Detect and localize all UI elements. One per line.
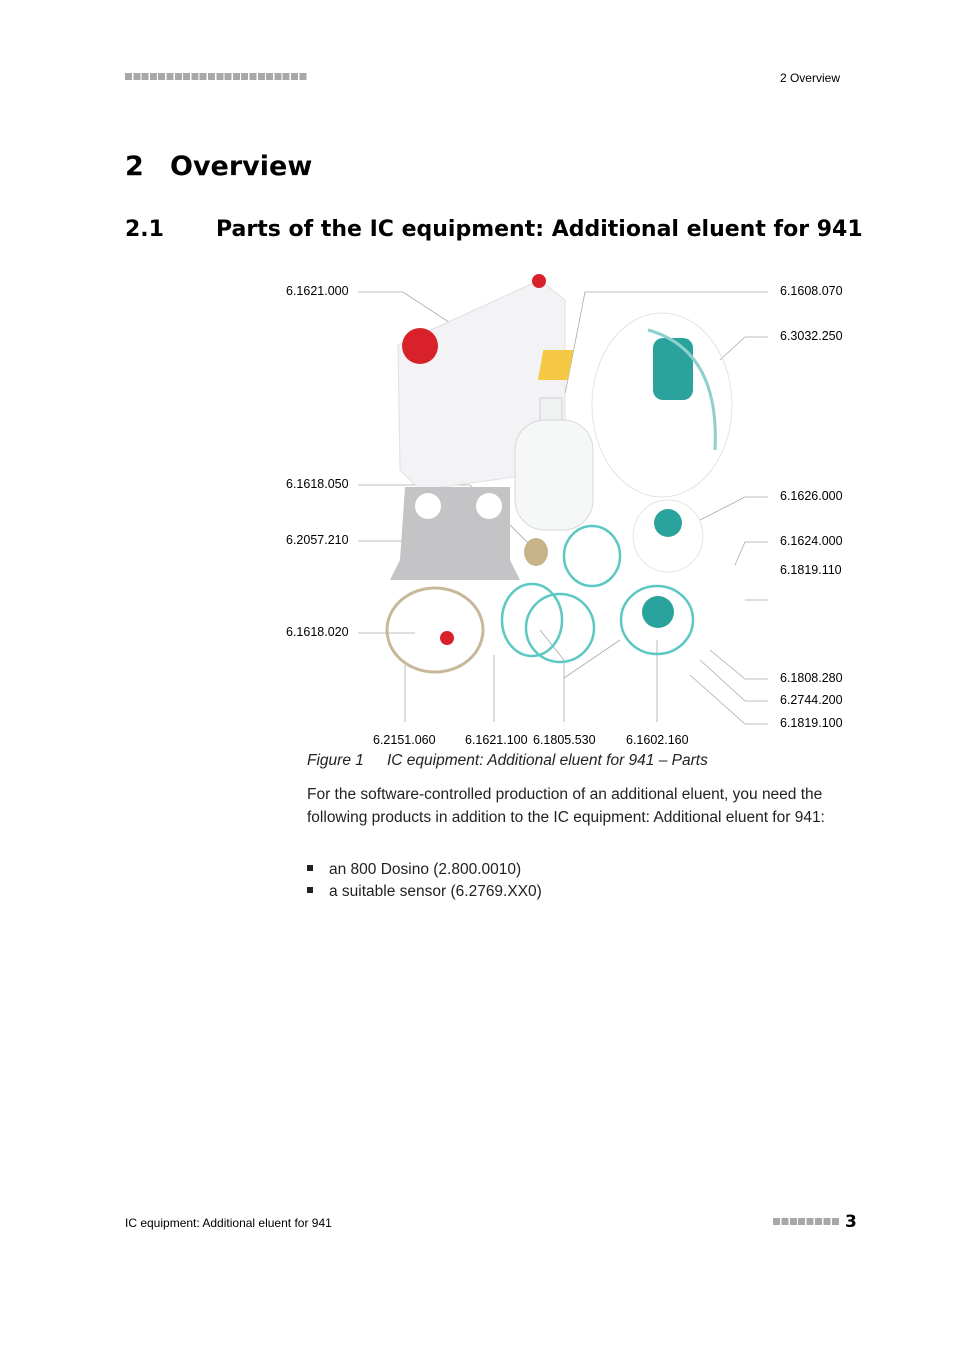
part-label: 6.1618.050	[286, 477, 349, 491]
figure-number: Figure 1	[307, 752, 364, 769]
chapter-number: 2	[125, 151, 144, 182]
part-label: 6.1808.280	[780, 671, 843, 685]
part-label: 6.1602.160	[626, 733, 689, 747]
chapter-title: Overview	[170, 151, 313, 182]
bullet-text: an 800 Dosino (2.800.0010)	[329, 861, 522, 878]
bullet-text: a suitable sensor (6.2769.XX0)	[329, 883, 542, 900]
part-label: 6.1624.000	[780, 534, 843, 548]
dosing-unit-image	[653, 338, 693, 400]
body-paragraph: For the software-controlled production of an additional eluent, you need the following products in addition to the IC equipment: Additional eluent for 941:	[307, 786, 825, 826]
part-label: 6.1819.110	[780, 563, 842, 577]
figure-caption	[307, 752, 708, 770]
bullet-item	[307, 861, 521, 879]
page-number: 3	[845, 1212, 857, 1232]
part-label: 6.1621.000	[286, 284, 349, 298]
footer-title: IC equipment: Additional eluent for 941	[125, 1216, 332, 1230]
footer-decoration-bar	[773, 1218, 840, 1225]
part-label: 6.1621.100	[465, 733, 528, 747]
part-label: 6.1819.100	[780, 716, 843, 730]
bracket-image	[390, 487, 520, 580]
part-label: 6.2057.210	[286, 533, 349, 547]
part-label: 6.2744.200	[780, 693, 843, 707]
part-label: 6.1626.000	[780, 489, 843, 503]
running-header: 2 Overview	[779, 71, 840, 85]
section-title: Parts of the IC equipment: Additional eluent for 941	[216, 217, 863, 242]
section-number: 2.1	[125, 217, 164, 242]
part-label: 6.1618.020	[286, 625, 349, 639]
bullet-icon	[307, 887, 313, 893]
part-label: 6.3032.250	[780, 329, 843, 343]
part-label: 6.1805.530	[533, 733, 596, 747]
bullet-item	[307, 883, 542, 901]
bullet-icon	[307, 865, 313, 871]
part-label: 6.1608.070	[780, 284, 843, 298]
figure-caption-text: IC equipment: Additional eluent for 941 – Parts	[387, 752, 708, 769]
cable-image	[387, 588, 483, 672]
part-label: 6.2151.060	[373, 733, 436, 747]
